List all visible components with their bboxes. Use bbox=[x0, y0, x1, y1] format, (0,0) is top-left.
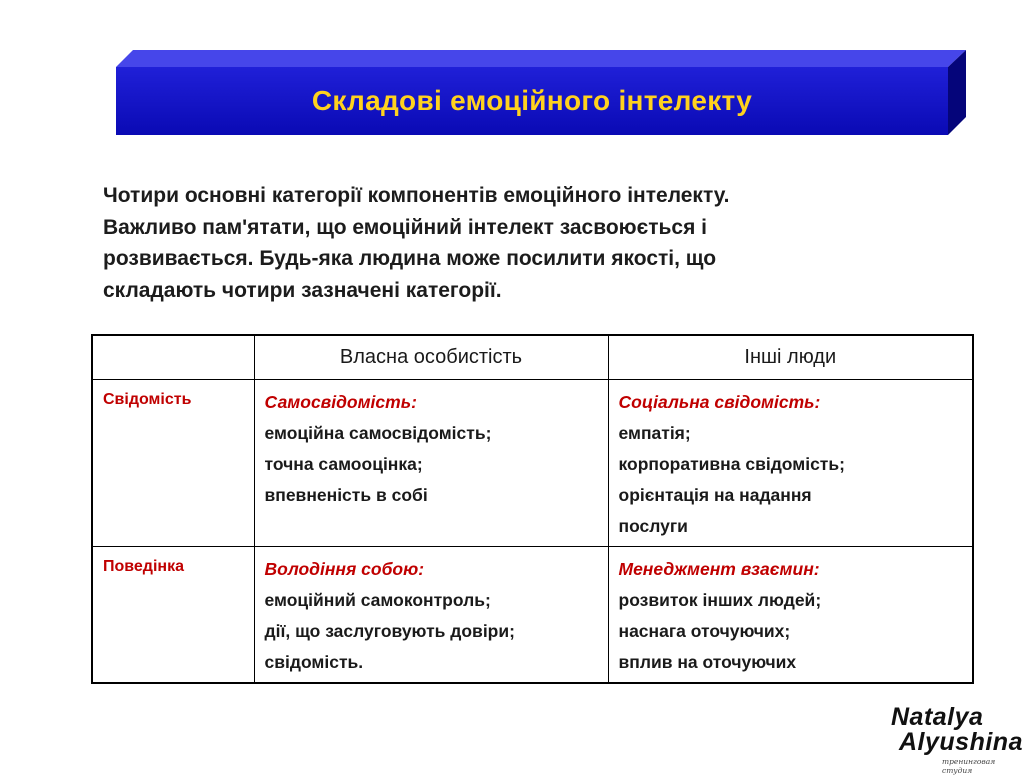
table-header-row bbox=[92, 335, 973, 380]
cell-line: емоційний самоконтроль; bbox=[264, 590, 491, 610]
cell-line: впевненість в собі bbox=[264, 485, 428, 505]
ei-components-table bbox=[91, 334, 974, 684]
cell-line: свідомість. bbox=[264, 652, 364, 672]
cell-relationship-management bbox=[608, 547, 973, 684]
intro-line: Важливо пам'ятати, що емоційний інтелект засвоюється і bbox=[103, 215, 707, 239]
cell-line: розвиток інших людей; bbox=[618, 590, 822, 610]
logo-text-last-name: Alyushina bbox=[899, 728, 1023, 756]
cell-line: точна самооцінка; bbox=[264, 454, 423, 474]
title-banner bbox=[116, 50, 966, 135]
intro-paragraph bbox=[103, 180, 903, 306]
cell-line: вплив на оточуючих bbox=[618, 652, 797, 672]
header-other-people: Інші люди bbox=[608, 335, 973, 380]
cell-title: Соціальна свідомість: bbox=[618, 392, 821, 412]
cell-line: корпоративна свідомість; bbox=[618, 454, 845, 474]
cell-social-awareness bbox=[608, 380, 973, 547]
header-own-personality: Власна особистість bbox=[254, 335, 608, 380]
cell-self-management bbox=[254, 547, 608, 684]
brand-logo bbox=[888, 700, 1023, 775]
header-empty-cell bbox=[92, 335, 254, 380]
cell-line: емоційна самосвідомість; bbox=[264, 423, 492, 443]
intro-line: Чотири основні категорії компонентів емоційного інтелекту. bbox=[103, 184, 730, 207]
table-row bbox=[92, 380, 973, 547]
intro-line: складають чотири зазначені категорії. bbox=[103, 278, 502, 302]
cell-title: Самосвідомість: bbox=[264, 392, 417, 412]
logo-text-first-name: Natalya bbox=[891, 703, 984, 731]
row-label-behavior: Поведінка bbox=[92, 547, 254, 684]
cell-line: емпатія; bbox=[618, 423, 691, 443]
row-label-awareness: Свідомість bbox=[92, 380, 254, 547]
cell-title: Володіння собою: bbox=[264, 559, 425, 579]
cell-title: Менеджмент взаємин: bbox=[618, 559, 820, 579]
cell-line: наснага оточуючих; bbox=[618, 621, 791, 641]
table-row bbox=[92, 547, 973, 684]
page-title: Складові емоційного інтелекту bbox=[311, 85, 753, 116]
cell-line: орієнтація на надання bbox=[618, 485, 812, 505]
intro-line: розвивається. Будь-яка людина може посилити якості, що bbox=[103, 247, 717, 270]
cell-line: послуги bbox=[618, 516, 688, 536]
cell-self-awareness bbox=[254, 380, 608, 547]
logo-subtitle: тренинговая студия bbox=[942, 757, 996, 775]
cell-line: дії, що заслуговують довіри; bbox=[264, 621, 515, 641]
